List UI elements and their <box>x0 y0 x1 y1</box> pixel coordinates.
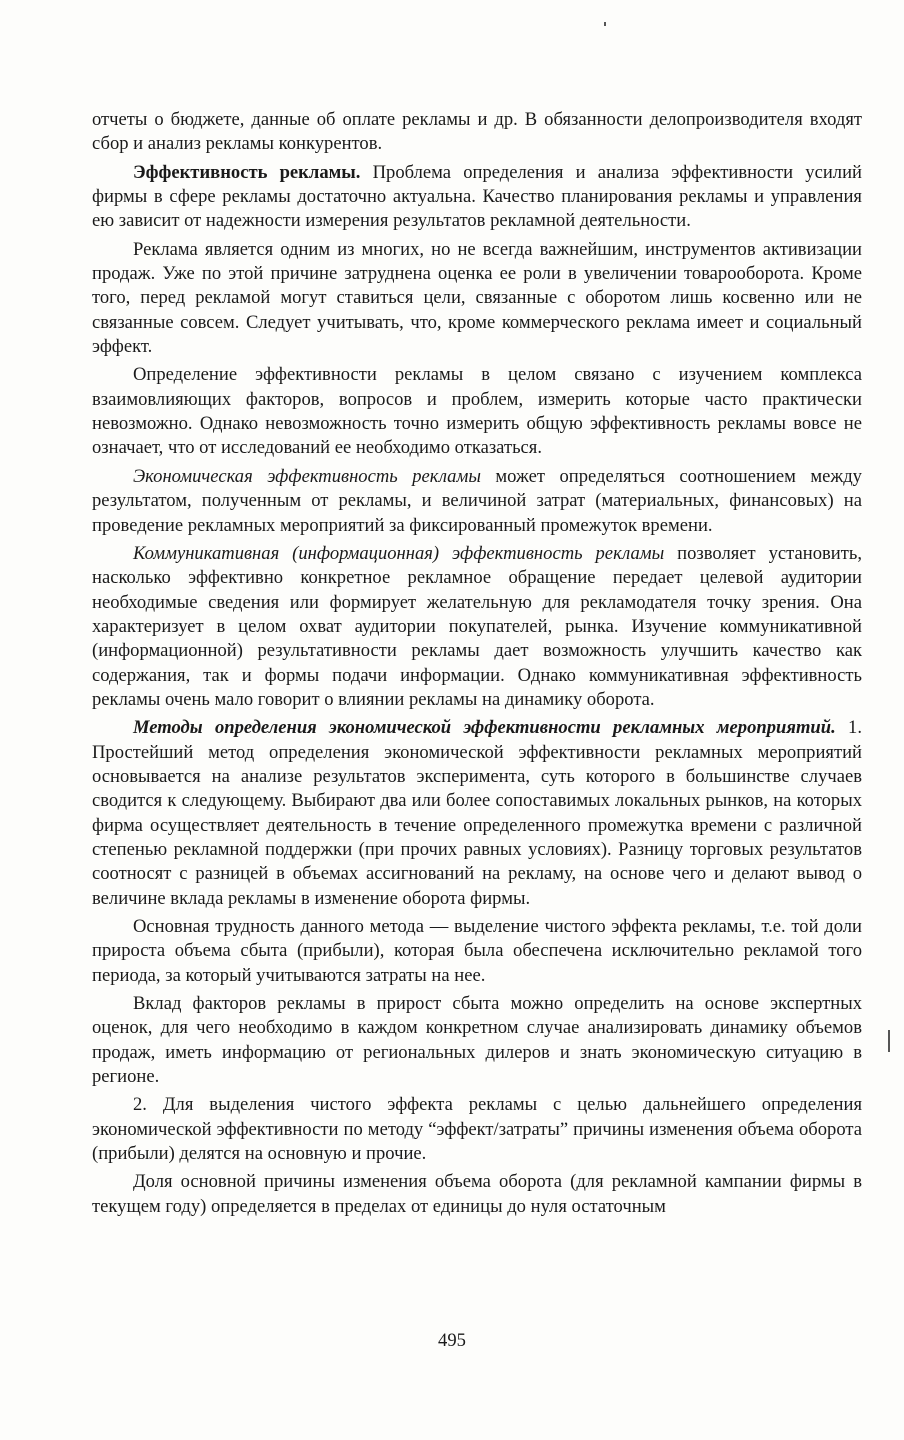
paragraph-1-text: отчеты о бюджете, данные об оплате рекламы и др. В обязанности делопроизводителя входят сбор и анализ рекламы конкурентов. <box>92 109 862 155</box>
paragraph-1 <box>92 108 862 157</box>
body-text <box>92 108 862 1223</box>
page-number: 495 <box>438 1330 466 1351</box>
paragraph-10-text: 2. Для выделения чистого эффекта рекламы с целью дальнейшего определения экономической эффективности по методу “эффект/затраты” причины изменения объема оборота (прибыли) делятся на основную и прочие. <box>92 1094 862 1165</box>
paragraph-3-text: Реклама является одним из многих, но не всегда важнейшим, инструментов активизации продаж. Уже по этой причине затруднена оценка ее роли в увеличении товарооборота. Кроме того, перед рекламой могут ставиться цели, связанные с оборотом лишь косвенно или не связанные совсем. Следует учитывать, что, кроме коммерческого реклама имеет и социальный эффект. <box>92 238 862 358</box>
heading-advertising-effectiveness: Эффективность рекламы. <box>133 161 361 183</box>
paragraph-10 <box>92 1093 862 1166</box>
paragraph-6 <box>92 542 862 712</box>
paragraph-3 <box>92 238 862 360</box>
paragraph-5 <box>92 465 862 538</box>
term-communicative-effectiveness: Коммуникативная (информационная) эффективность рекламы <box>133 542 665 564</box>
paragraph-9-text: Вклад факторов рекламы в прирост сбыта можно определить на основе экспертных оценок, для чего необходимо в каждом конкретном случае анализировать динамику объемов продаж, иметь информацию от региональных дилеров и знать экономическую ситуацию в регионе. <box>92 993 862 1088</box>
paragraph-4-text: Определение эффективности рекламы в целом связано с изучением комплекса взаимовлияющих факторов, вопросов и проблем, измерить которые часто практически невозможно. Однако невозможность точно измерить общую эффективность рекламы вовсе не означает, что от исследований ее необходимо отказаться. <box>92 364 862 459</box>
paragraph-9 <box>92 992 862 1089</box>
paragraph-8 <box>92 915 862 988</box>
paragraph-8-text: Основная трудность данного метода — выделение чистого эффекта рекламы, т.е. той доли прироста объема сбыта (прибыли), которая была обеспечена исключительно рекламой того периода, за который учитываются затраты на нее. <box>92 916 862 986</box>
scan-mark <box>888 1030 890 1052</box>
paragraph-7 <box>92 716 862 911</box>
paragraph-2 <box>92 161 862 234</box>
paragraph-5-text: может определяться соотношением между результатом, полученным от рекламы, и величиной затрат (материальных, финансовых) на проведение рекламных мероприятий за фиксированный промежуток времени. <box>92 465 862 536</box>
paragraph-11-text: Доля основной причины изменения объема оборота (для рекламной кампании фирмы в текущем году) определяется в пределах от единицы до нуля остаточным <box>92 1171 862 1217</box>
paragraph-4 <box>92 363 862 460</box>
paragraph-11 <box>92 1170 862 1219</box>
paragraph-6-text: позволяет установить, насколько эффективно конкретное рекламное обращение передает целевой аудитории необходимые сведения или формирует желательную для рекламодателя точку зрения. Она характеризует в целом охват аудитории покупателей, рынка. Изучение коммуникативной (информационной) результативности рекламы дает возможность улучшить качество как содержания, так и формы подачи информации. Однако коммуникативная эффективность рекламы очень мало говорит о влиянии рекламы на динамику оборота. <box>92 542 862 710</box>
paragraph-2-text: Проблема определения и анализа эффективности усилий фирмы в сфере рекламы достаточно актуальна. Качество планирования рекламы и управления ею зависит от надежности измерения результатов рекламной деятельности. <box>92 161 862 232</box>
term-economic-effectiveness: Экономическая эффективность рекламы <box>133 465 481 487</box>
scan-speck <box>604 22 606 26</box>
heading-methods: Методы определения экономической эффективности рекламных мероприятий. <box>133 717 836 739</box>
paragraph-7-text: 1. Простейший метод определения экономической эффективности рекламных мероприятий основывается на анализе результатов эксперимента, суть которого в большинстве случаев сводится к следующему. Выбирают два или более сопоставимых локальных рынков, на которых фирма осуществляет деятельность в течение определенного промежутка времени с различной степенью рекламной поддержки (при прочих равных условиях). Разницу торговых результатов соотносят с разницей в объемах ассигнований на рекламу, на основе чего и делают вывод о величине вклада рекламы в изменение оборота фирмы. <box>92 717 862 909</box>
